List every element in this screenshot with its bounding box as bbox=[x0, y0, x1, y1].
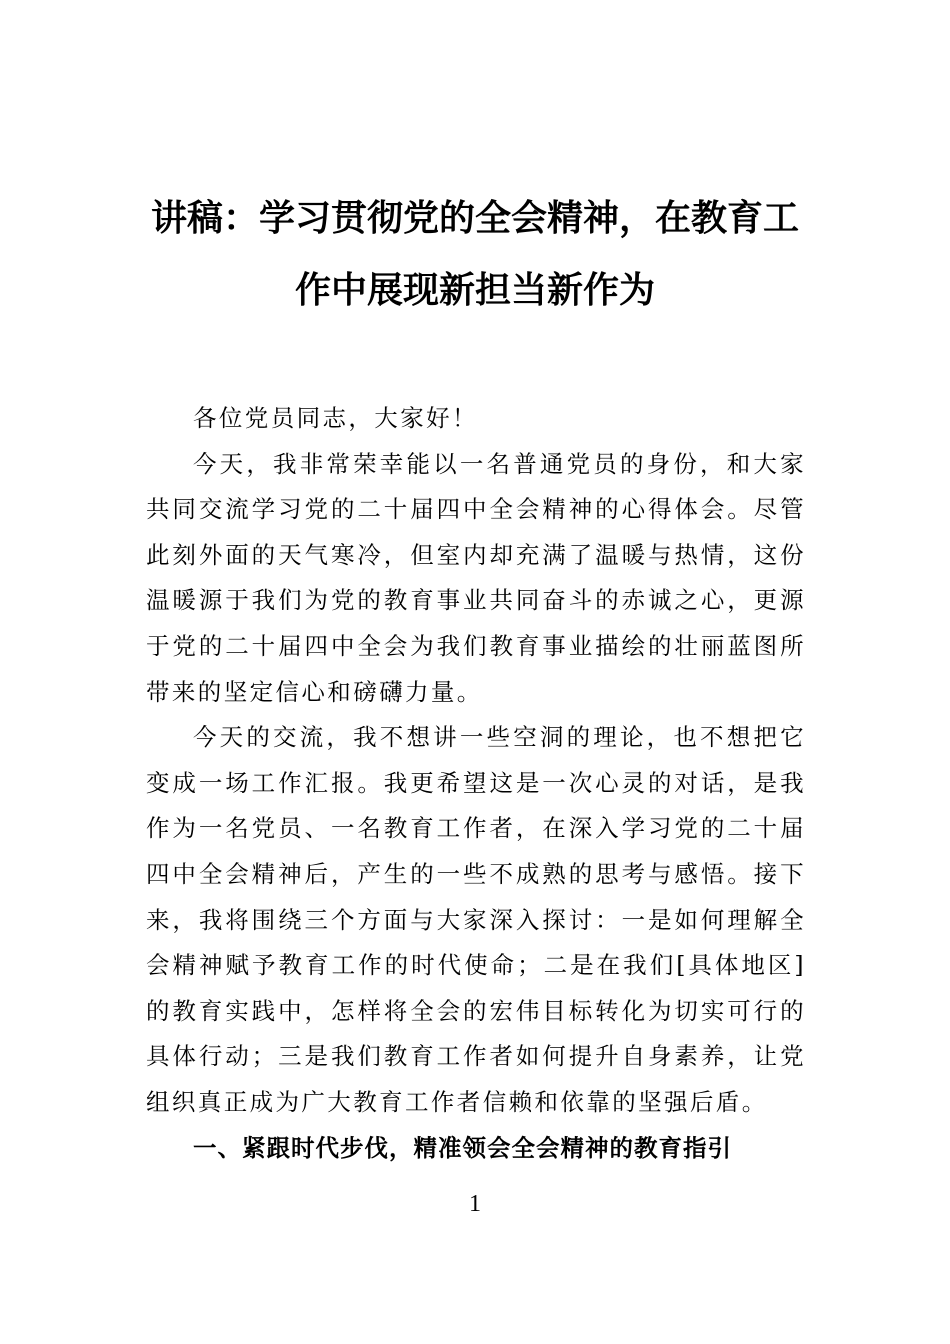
section-heading: 一、紧跟时代步伐，精准领会全会精神的教育指引 bbox=[193, 1133, 732, 1162]
document-title-line-1: 讲稿：学习贯彻党的全会精神，在教育工 bbox=[150, 197, 799, 239]
greeting-paragraph: 各位党员同志，大家好！ bbox=[193, 404, 478, 432]
document-title-line-2: 作中展现新担当新作为 bbox=[294, 269, 655, 311]
body-paragraph-1: 今天，我非常荣幸能以一名普通党员的身份，和大家共同交流学习党的二十届四中全会精神的心得体会。尽管此刻外面的天气寒冷，但室内却充满了温暖与热情，这份温暖源于我们为党的教育事业共同奋斗的赤诚之心，更源于党的二十届四中全会为我们教育事业描绘的壮丽蓝图所带来的坚定信心和磅礴力量。 bbox=[146, 449, 806, 706]
body-paragraph-2: 今天的交流，我不想讲一些空洞的理论，也不想把它变成一场工作汇报。我更希望这是一次心灵的对话，是我作为一名党员、一名教育工作者，在深入学习党的二十届四中全会精神后，产生的一些不成熟的思考与感悟。接下来，我将围绕三个方面与大家深入探讨：一是如何理解全会精神赋予教育工作的时代使命；二是在我们[具体地区]的教育实践中，怎样将全会的宏伟目标转化为切实可行的具体行动；三是我们教育工作者如何提升自身素养，让党组织真正成为广大教育工作者信赖和依靠的坚强后盾。 bbox=[146, 723, 806, 1116]
document-body bbox=[146, 396, 806, 1171]
page-number: 1 bbox=[469, 1191, 481, 1217]
